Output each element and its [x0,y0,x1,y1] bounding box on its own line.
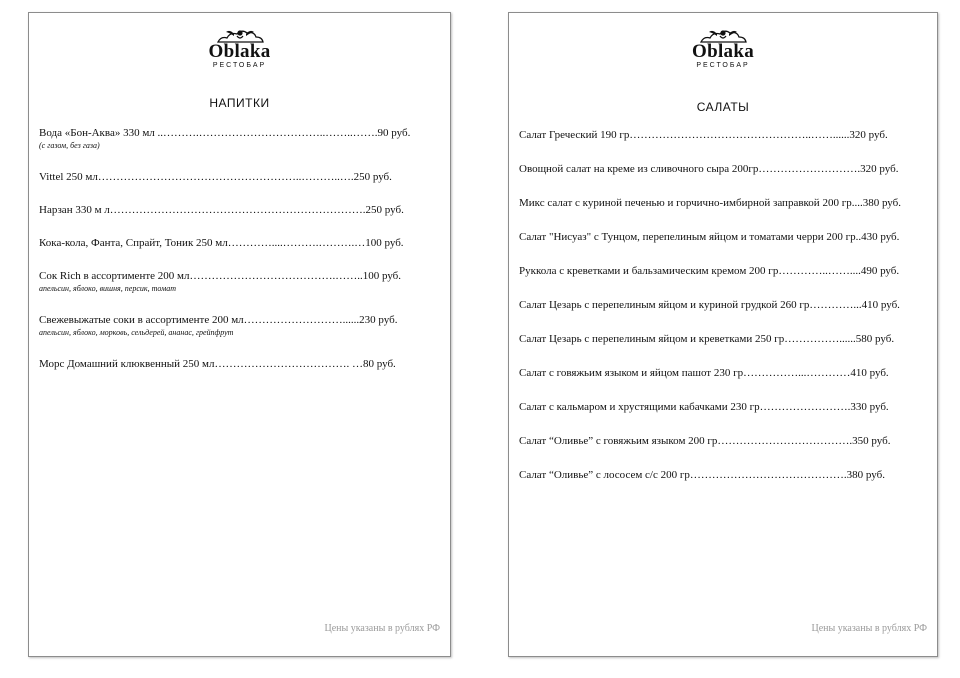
menu-item-note: апельсин, яблоко, вишня, персик, томат [39,284,176,293]
salads-list [519,128,927,482]
logo-subtitle: РЕСТОБАР [212,62,267,69]
price-footnote: Цены указаны в рублях РФ [324,623,440,634]
menu-item [39,203,440,217]
menu-item: Руккола с креветками и бальзамическим кремом 200 гр…………..……....490 руб. [519,265,900,277]
menu-item-note: (с газом, без газа) [39,141,100,150]
logo-name: Oblaka [692,41,754,62]
menu-item: Салат с кальмаром и хрустящими кабачками 230 гр…………………….330 руб. [519,401,889,413]
logo-subtitle: РЕСТОБАР [696,62,750,69]
menu-item: Салат "Нисуаз" с Тунцом, перепелиным яйцом и томатами черри 200 гр..430 руб. [519,231,900,243]
menu-item: Салат Цезарь с перепелиным яйцом и куриной грудкой 260 гр…………...410 руб. [519,299,900,311]
section-title-salads: САЛАТЫ [696,100,750,114]
drinks-list [39,126,440,371]
logo-name: Oblaka [208,41,271,62]
section-title-drinks: НАПИТКИ [209,96,270,110]
menu-item-line: Морс Домашний клюквенный 250 мл………………………………. …80 руб. [39,358,396,370]
menu-page-drinks [28,12,451,657]
menu-item: Салат “Оливье” с говяжьим языком 200 гр……………………………….350 руб. [519,435,891,447]
menu-item-line: Нарзан 330 м л…………………………………………………………….250 руб. [39,204,404,216]
menu-item-line: Свежевыжатые соки в ассортименте 200 мл………………………......230 руб. [39,314,398,326]
menu-item-line: Вода «Бон-Аква» 330 мл ..……….……………………………..……..…….90 руб. [39,127,411,139]
menu-item: Микс салат с куриной печенью и горчично-имбирной заправкой 200 гр....380 руб. [519,197,902,209]
menu-item: Салат Цезарь с перепелиным яйцом и креветками 250 гр……………......580 руб. [519,333,895,345]
menu-item [39,269,440,294]
menu-item-line: Vittel 250 мл………………………………………………..………..….250 руб. [39,171,392,183]
menu-item-note: апельсин, яблоко, морковь, сельдерей, ананас, грейпфрут [39,328,234,337]
menu-item [39,313,440,338]
restaurant-logo [509,27,937,70]
price-footnote: Цены указаны в рублях РФ [811,623,927,634]
menu-item [39,236,440,250]
menu-item: Салат с говяжьим языком и яйцом пашот 230 гр……………...…………410 руб. [519,367,889,379]
menu-item-line: Сок Rich в ассортименте 200 мл………………………………….……..100 руб. [39,270,402,282]
restaurant-logo [29,27,450,70]
menu-item: Овощной салат на креме из сливочного сыра 200гр……………………….320 руб. [519,163,899,175]
menu-page-salads [508,12,938,657]
menu-item [39,357,440,371]
menu-item: Салат “Оливье” с лососем с/с 200 гр…………………………………….380 руб. [519,469,885,481]
menu-item [39,170,440,184]
menu-item [39,126,440,151]
menu-item: Салат Греческий 190 гр…………………………………………..……......320 руб. [519,129,888,141]
menu-item-line: Кока-кола, Фанта, Спрайт, Тоник 250 мл…………....……….……….…100 руб. [39,237,404,249]
